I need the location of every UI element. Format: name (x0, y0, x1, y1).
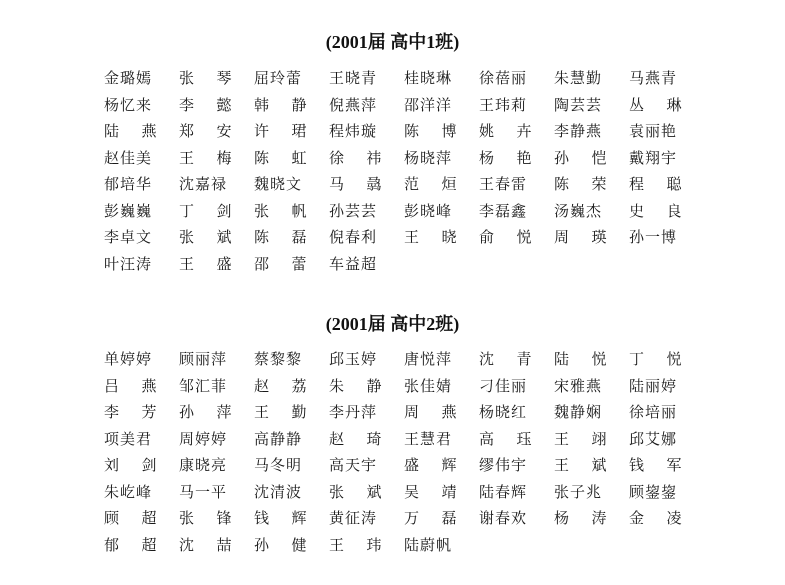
student-name-text: 刘 剑 (104, 456, 157, 474)
student-name (404, 426, 479, 453)
student-name-text: 马冬明 (254, 456, 301, 474)
student-name-text: 孙芸芸 (329, 201, 376, 220)
student-name (629, 224, 704, 251)
student-name (404, 224, 479, 251)
student-name (179, 92, 254, 119)
student-name-text: 倪春利 (329, 228, 376, 246)
student-name-text: 杨 涛 (554, 509, 607, 527)
student-name-text: 王慧君 (404, 429, 451, 448)
student-name-text: 孙 健 (254, 535, 307, 554)
student-name-text: 郁培华 (104, 175, 151, 193)
student-name (104, 505, 179, 532)
student-name (179, 224, 254, 251)
student-name-text: 陆丽婷 (629, 376, 676, 395)
student-name (404, 452, 479, 479)
student-name (479, 452, 554, 479)
student-name-text: 叶汪涛 (104, 254, 151, 273)
student-name-text: 王 斌 (554, 456, 607, 474)
student-name (179, 346, 254, 373)
student-name-text: 金 凌 (629, 509, 682, 527)
student-name (629, 505, 704, 532)
student-name (104, 65, 179, 92)
student-name-text: 项美君 (104, 429, 151, 448)
student-name-text: 赵佳美 (104, 148, 151, 167)
student-name (104, 198, 179, 225)
student-name-text: 丛 琳 (629, 95, 682, 114)
student-name (104, 251, 179, 278)
student-name-text: 魏静娴 (554, 403, 601, 421)
student-name-text: 孙 恺 (554, 148, 607, 167)
section-title: (2001届 高中1班) (325, 32, 460, 52)
student-name (179, 65, 254, 92)
student-name-text: 沈嘉禄 (179, 175, 226, 193)
student-name (554, 171, 629, 198)
student-name-text: 朱屹峰 (104, 482, 151, 501)
student-name-text: 桂晓琳 (404, 69, 451, 87)
student-name (254, 346, 329, 373)
student-name (554, 373, 629, 400)
student-name-text: 刁佳丽 (479, 376, 526, 395)
student-name-text: 李 芳 (104, 403, 157, 421)
student-name-text: 沈 青 (479, 350, 532, 368)
student-name-text: 倪燕萍 (329, 95, 376, 114)
student-name-text: 缪伟宇 (479, 456, 526, 474)
student-name (104, 224, 179, 251)
student-name-text: 唐悦萍 (404, 350, 451, 368)
student-name-text: 郑 安 (179, 122, 232, 140)
student-name-text: 王 晓 (404, 228, 457, 246)
student-name-text: 朱 静 (329, 376, 382, 395)
student-name (629, 452, 704, 479)
student-name (629, 198, 704, 225)
student-name (404, 479, 479, 506)
student-name (479, 65, 554, 92)
student-name-text: 赵 琦 (329, 429, 382, 448)
student-name (479, 118, 554, 145)
student-name (254, 118, 329, 145)
student-name (554, 65, 629, 92)
student-name (554, 399, 629, 426)
student-name-text: 姚 卉 (479, 122, 532, 140)
student-name (329, 118, 404, 145)
student-name-text: 邱艾娜 (629, 429, 676, 448)
student-name (104, 452, 179, 479)
student-name (104, 399, 179, 426)
student-name (554, 426, 629, 453)
student-name-text: 李卓文 (104, 228, 151, 246)
student-name (179, 505, 254, 532)
student-name (104, 532, 179, 559)
student-name (479, 224, 554, 251)
student-name (479, 426, 554, 453)
student-name (179, 145, 254, 172)
student-name-text: 王 梅 (179, 148, 232, 167)
student-name-text: 杨晓萍 (404, 148, 451, 167)
student-name (254, 224, 329, 251)
student-name-text: 周 瑛 (554, 228, 607, 246)
student-name (254, 92, 329, 119)
student-name-text: 魏晓文 (254, 175, 301, 193)
student-name-text: 马燕青 (629, 69, 676, 87)
student-name-text: 王春雷 (479, 175, 526, 193)
student-name-text: 赵 荔 (254, 376, 307, 395)
student-name-text: 杨 艳 (479, 148, 532, 167)
student-name-text: 陈 磊 (254, 228, 307, 246)
student-name (404, 505, 479, 532)
student-name-text: 康晓亮 (179, 456, 226, 474)
student-name-text: 郁 超 (104, 535, 157, 554)
student-name-text: 金璐嫣 (104, 69, 151, 87)
student-name-text: 张 帆 (254, 201, 307, 220)
student-name (404, 118, 479, 145)
student-name (254, 65, 329, 92)
student-name (254, 532, 329, 559)
student-name-text: 袁丽艳 (629, 122, 676, 140)
student-name (104, 426, 179, 453)
student-name-text: 范 烜 (404, 175, 457, 193)
student-name (179, 198, 254, 225)
student-name-text: 张佳婧 (404, 376, 451, 395)
student-name-text: 陶芸芸 (554, 95, 601, 114)
student-name (629, 118, 704, 145)
student-name-text: 李 懿 (179, 95, 232, 114)
student-name-text: 沈 喆 (179, 535, 232, 554)
student-name (329, 399, 404, 426)
student-name-text: 高 珏 (479, 429, 532, 448)
student-name-text: 孙一博 (629, 228, 676, 246)
student-name-text: 朱慧勤 (554, 69, 601, 87)
student-name (479, 399, 554, 426)
student-name-text: 彭巍巍 (104, 201, 151, 220)
student-name-text: 黄征涛 (329, 509, 376, 527)
student-name (179, 251, 254, 278)
student-name (254, 426, 329, 453)
student-name (254, 399, 329, 426)
student-name-text: 杨晓红 (479, 403, 526, 421)
student-name-text: 彭晓峰 (404, 201, 451, 220)
student-name-text: 陈 虹 (254, 148, 307, 167)
student-name-text: 邱玉婷 (329, 350, 376, 368)
student-name (554, 118, 629, 145)
student-name-text: 顾鋆鋆 (629, 482, 676, 501)
student-name-text: 宋雅燕 (554, 376, 601, 395)
student-name-text: 张 斌 (329, 482, 382, 501)
student-name-text: 顾 超 (104, 509, 157, 527)
student-name-text: 陈 博 (404, 122, 457, 140)
student-name-text: 李磊鑫 (479, 201, 526, 220)
student-name (254, 505, 329, 532)
student-name (329, 452, 404, 479)
student-name-text: 程炜璇 (329, 122, 376, 140)
student-name (479, 92, 554, 119)
student-name-text: 徐培丽 (629, 403, 676, 421)
student-name (404, 145, 479, 172)
student-name (104, 145, 179, 172)
student-name (329, 426, 404, 453)
student-name (404, 92, 479, 119)
student-name (254, 373, 329, 400)
student-name-text: 王 玮 (329, 535, 382, 554)
student-name (554, 479, 629, 506)
student-name (329, 92, 404, 119)
student-name (479, 505, 554, 532)
student-name-text: 顾丽萍 (179, 350, 226, 368)
student-name-text: 蔡黎黎 (254, 350, 301, 368)
student-name (104, 346, 179, 373)
student-name-text: 俞 悦 (479, 228, 532, 246)
student-name-text: 陆春辉 (479, 482, 526, 501)
student-name (104, 118, 179, 145)
student-name (554, 198, 629, 225)
student-name-text: 吴 靖 (404, 482, 457, 501)
student-name (254, 452, 329, 479)
student-name-text: 钱 军 (629, 456, 682, 474)
name-list (104, 346, 704, 558)
student-name (254, 198, 329, 225)
student-name (479, 346, 554, 373)
student-name-text: 王 勤 (254, 403, 307, 421)
student-name (629, 65, 704, 92)
student-name-text: 许 珺 (254, 122, 307, 140)
student-name-text: 张 锋 (179, 509, 232, 527)
student-name (179, 532, 254, 559)
student-name (179, 171, 254, 198)
student-name (629, 171, 704, 198)
student-name (554, 145, 629, 172)
student-name (404, 171, 479, 198)
student-name-text: 邵 蕾 (254, 254, 307, 273)
student-name (104, 171, 179, 198)
student-name-text: 王晓青 (329, 69, 376, 87)
student-name (479, 198, 554, 225)
student-name (254, 479, 329, 506)
student-name (179, 373, 254, 400)
student-name (629, 145, 704, 172)
name-list (104, 65, 704, 277)
student-name (329, 505, 404, 532)
student-name (479, 479, 554, 506)
student-name (104, 479, 179, 506)
student-name-text: 沈清波 (254, 482, 301, 501)
student-name-text: 汤巍杰 (554, 201, 601, 220)
student-name (104, 373, 179, 400)
student-name-text: 徐 祎 (329, 148, 382, 167)
student-name (629, 373, 704, 400)
student-name (254, 251, 329, 278)
student-name-text: 丁 剑 (179, 201, 232, 220)
student-name-text: 周婷婷 (179, 429, 226, 448)
student-name-text: 陆蔚帆 (404, 535, 451, 554)
student-name (179, 426, 254, 453)
student-name-text: 徐蓓丽 (479, 69, 526, 87)
student-name-text: 吕 燕 (104, 376, 157, 395)
student-name-text: 韩 静 (254, 95, 307, 114)
student-name-text: 王玮莉 (479, 95, 526, 114)
student-name (554, 452, 629, 479)
section-title: (2001届 高中2班) (325, 314, 460, 334)
student-name-text: 杨忆来 (104, 95, 151, 114)
student-name-text: 单婷婷 (104, 350, 151, 368)
student-name (329, 251, 404, 278)
student-name (254, 145, 329, 172)
student-name (329, 479, 404, 506)
student-name (329, 373, 404, 400)
student-name-text: 李丹萍 (329, 403, 376, 421)
student-name-text: 马一平 (179, 482, 226, 501)
student-name-text: 戴翔宇 (629, 148, 676, 167)
student-name-text: 张 斌 (179, 228, 232, 246)
student-name (329, 171, 404, 198)
student-name-text: 高天宇 (329, 456, 376, 474)
student-name-text: 丁 悦 (629, 350, 682, 368)
student-name-text: 马 骉 (329, 175, 382, 193)
student-name-text: 陈 荣 (554, 175, 607, 193)
student-name-text: 陆 燕 (104, 122, 157, 140)
student-name-text: 程 聪 (629, 175, 682, 193)
student-name (554, 224, 629, 251)
student-name (629, 479, 704, 506)
student-name-text: 盛 辉 (404, 456, 457, 474)
student-name (329, 145, 404, 172)
student-name-text: 王 翊 (554, 429, 607, 448)
student-name (179, 118, 254, 145)
student-name (404, 65, 479, 92)
student-name (404, 532, 479, 559)
student-name-text: 史 良 (629, 201, 682, 220)
student-name (104, 92, 179, 119)
student-name-text: 钱 辉 (254, 509, 307, 527)
student-name (629, 399, 704, 426)
student-name (479, 145, 554, 172)
student-name (404, 373, 479, 400)
student-name-text: 谢春欢 (479, 509, 526, 527)
student-name-text: 屈玲蕾 (254, 69, 301, 87)
student-name-text: 李静燕 (554, 122, 601, 140)
student-name (404, 346, 479, 373)
student-name (554, 505, 629, 532)
student-name (629, 346, 704, 373)
student-name (329, 65, 404, 92)
student-name (554, 92, 629, 119)
student-name (404, 399, 479, 426)
student-name-text: 陆 悦 (554, 350, 607, 368)
student-name-text: 王 盛 (179, 254, 232, 273)
student-name-text: 孙 萍 (179, 403, 232, 421)
student-name (404, 198, 479, 225)
student-name (554, 346, 629, 373)
student-name (329, 346, 404, 373)
student-name-text: 邹汇菲 (179, 376, 226, 395)
student-name-text: 张子兆 (554, 482, 601, 501)
student-name (629, 426, 704, 453)
student-name (179, 399, 254, 426)
student-name-text: 张 琴 (179, 69, 232, 87)
student-name (329, 532, 404, 559)
student-name-text: 万 磊 (404, 509, 457, 527)
student-name-text: 高静静 (254, 429, 301, 448)
student-name (479, 373, 554, 400)
student-name (329, 198, 404, 225)
student-name-text: 车益超 (329, 254, 376, 273)
student-name (329, 224, 404, 251)
student-name (179, 479, 254, 506)
student-name-text: 邵洋洋 (404, 95, 451, 114)
student-name (629, 92, 704, 119)
student-name (254, 171, 329, 198)
student-name (479, 171, 554, 198)
student-name (179, 452, 254, 479)
student-name-text: 周 燕 (404, 403, 457, 421)
